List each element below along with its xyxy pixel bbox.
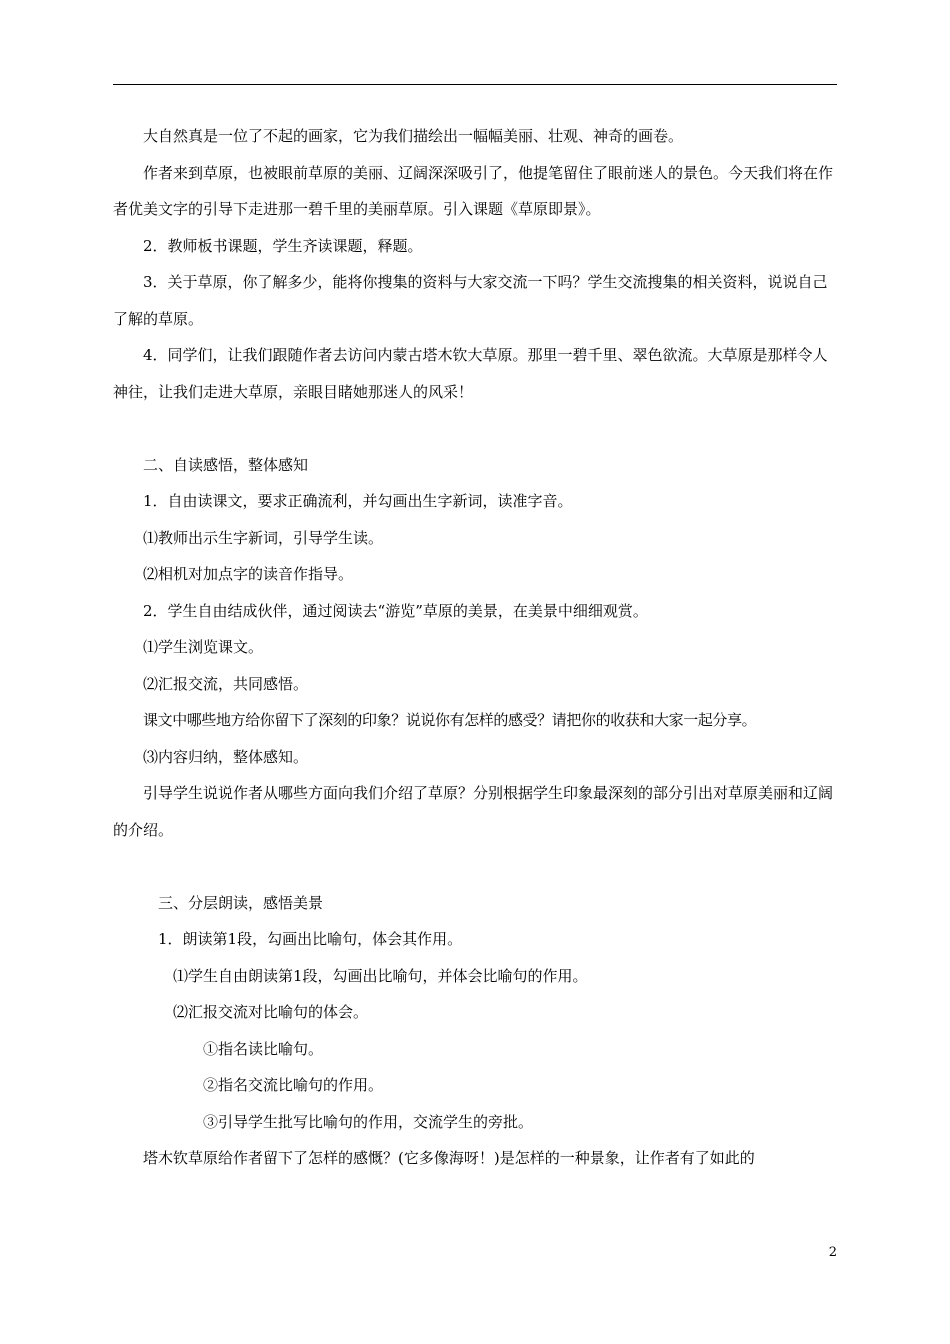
section-gap <box>113 410 837 447</box>
paragraph-impression: 课文中哪些地方给你留下了深刻的印象？说说你有怎样的感受？请把你的收获和大家一起分享。 <box>143 711 757 729</box>
paragraph-partners: 2．学生自由结成伙伴，通过阅读去“游览”草原的美景，在美景中细细观赏。 <box>143 601 648 620</box>
paragraph-step-3: 3．关于草原，你了解多少，能将你搜集的资料与大家交流一下吗？学生交流搜集的相关资料，说说自己了解的草原。 <box>113 273 828 328</box>
page-number: 2 <box>828 1245 837 1260</box>
paragraph-tamuqin: 塔木钦草原给作者留下了怎样的感慨？(它多像海呀！)是怎样的一种景象，让作者有了如此的 <box>143 1149 755 1167</box>
paragraph-sub-1: ⑴教师出示生字新词，引导学生读。 <box>143 528 384 547</box>
paragraph-sub-2: ⑵相机对加点字的读音作指导。 <box>143 565 354 583</box>
header-rule <box>113 84 837 85</box>
paragraph-read-section-1: 1．朗读第1段，勾画出比喻句，体会其作用。 <box>158 930 463 948</box>
paragraph-guide: 引导学生说说作者从哪些方面向我们介绍了草原？分别根据学生印象最深刻的部分引出对草原美丽和辽阔的介绍。 <box>113 784 834 839</box>
paragraph-sub-report-metaphor: ⑵汇报交流对比喻句的体会。 <box>173 1003 369 1021</box>
paragraph-read-freely: 1．自由读课文，要求正确流利，并勾画出生字新词，读准字音。 <box>143 492 573 510</box>
paragraph-intro: 大自然真是一位了不起的画家，它为我们描绘出一幅幅美丽、壮观、神奇的画卷。 <box>143 127 684 145</box>
section-heading-2: 二、自读感悟，整体感知 <box>143 455 309 474</box>
document-body <box>113 118 837 1177</box>
paragraph-step-4: 4．同学们，让我们跟随作者去访问内蒙古塔木钦大草原。那里一碧千里、翠色欲流。大草原是那样令人神往，让我们走进大草原，亲眼目睹她那迷人的风采！ <box>113 346 828 401</box>
paragraph-sub-summary: ⑶内容归纳，整体感知。 <box>143 747 309 766</box>
paragraph-item-1: ①指名读比喻句。 <box>203 1039 324 1058</box>
paragraph-sub-browse: ⑴学生浏览课文。 <box>143 638 264 656</box>
paragraph-author-grassland: 作者来到草原，也被眼前草原的美丽、辽阔深深吸引了，他提笔留住了眼前迷人的景色。今天我们将在作者优美文字的引导下走进那一碧千里的美丽草原。引入课题《草原即景》。 <box>113 163 834 218</box>
paragraph-item-2: ②指名交流比喻句的作用。 <box>203 1076 384 1094</box>
paragraph-item-3: ③引导学生批写比喻句的作用，交流学生的旁批。 <box>203 1112 534 1131</box>
paragraph-sub-read-aloud: ⑴学生自由朗读第1段，勾画出比喻句，并体会比喻句的作用。 <box>173 966 588 985</box>
paragraph-step-2: 2．教师板书课题，学生齐读课题，释题。 <box>143 236 423 255</box>
section-gap <box>113 848 837 885</box>
paragraph-sub-report: ⑵汇报交流，共同感悟。 <box>143 674 309 693</box>
section-heading-3: 三、分层朗读，感悟美景 <box>158 893 324 912</box>
